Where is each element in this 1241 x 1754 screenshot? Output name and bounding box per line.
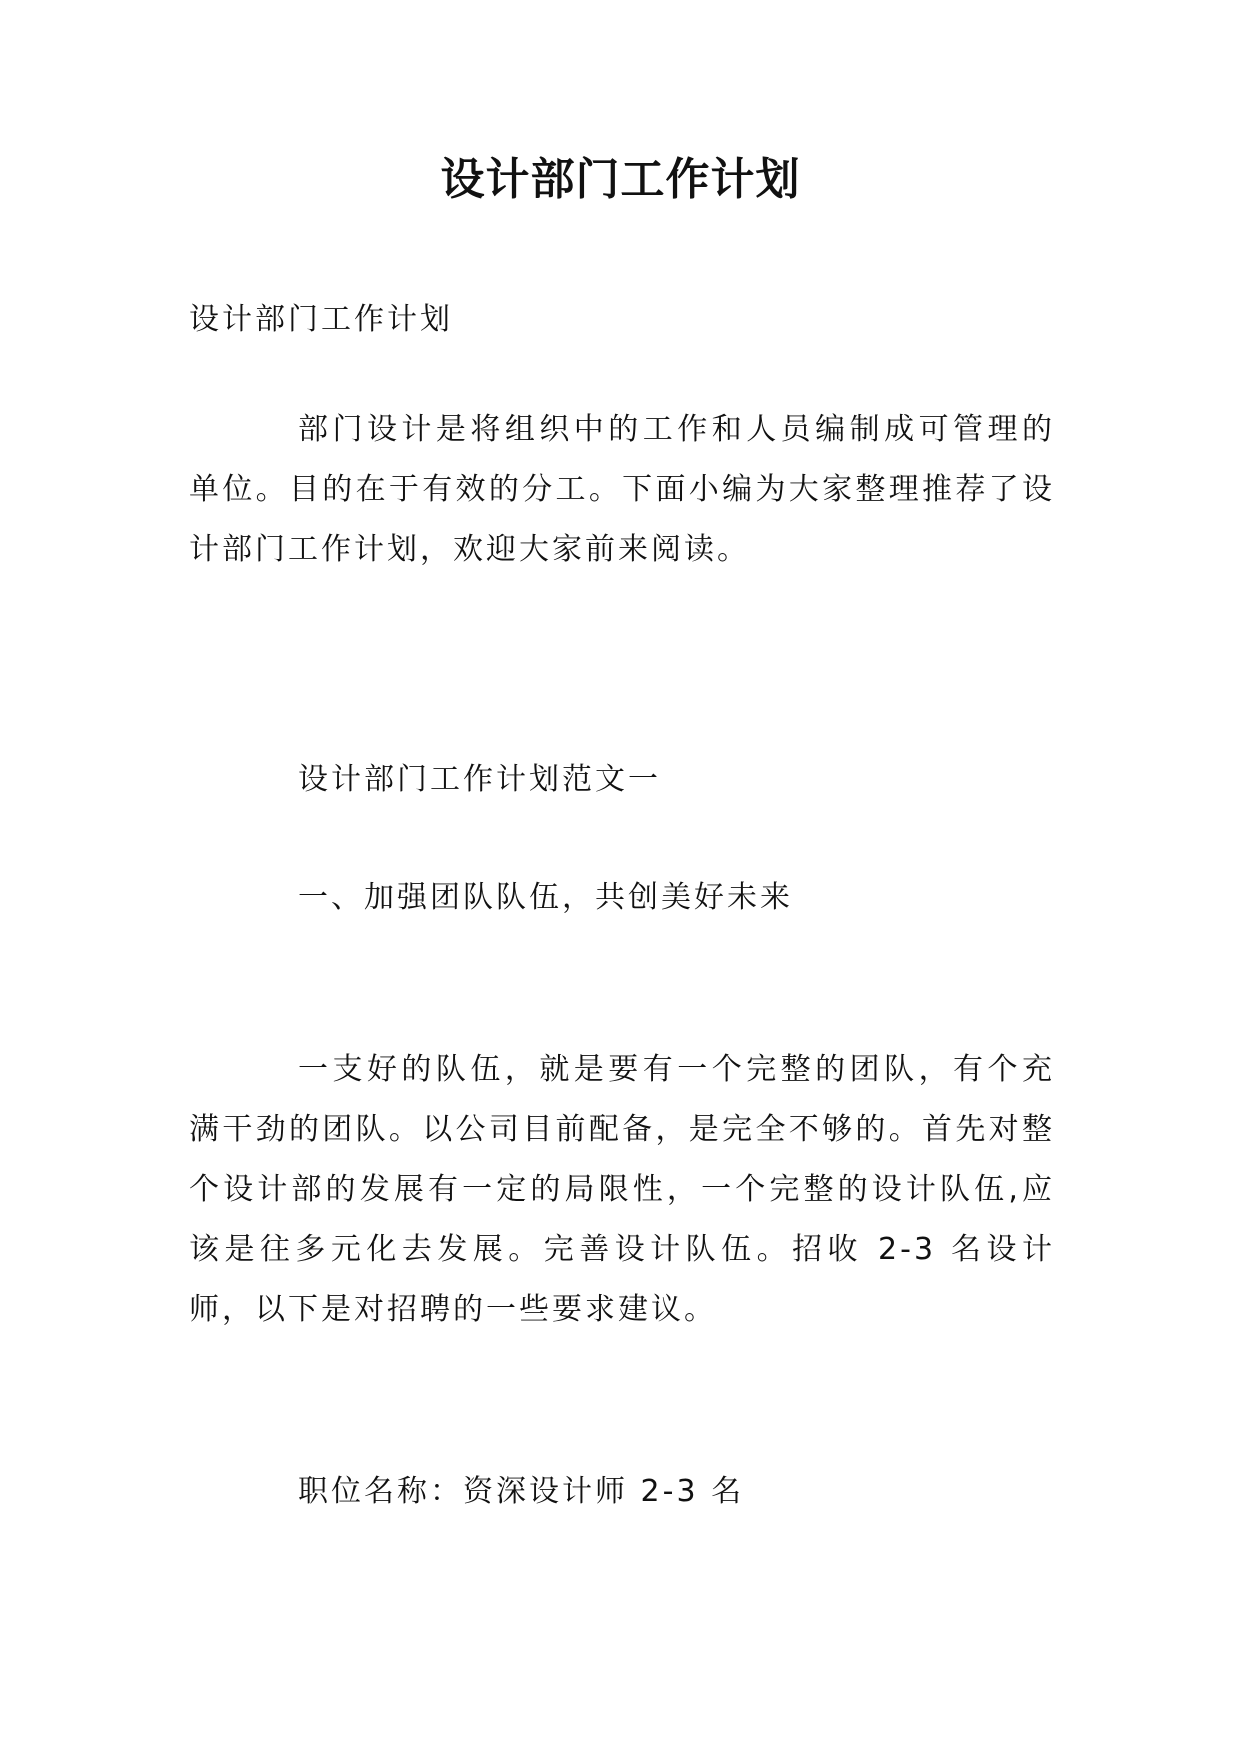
job-title-line: 职位名称：资深设计师 2-3 名 bbox=[298, 1474, 745, 1509]
document-subtitle: 设计部门工作计划 bbox=[189, 302, 453, 337]
intro-paragraph: 部门设计是将组织中的工作和人员编制成可管理的单位。目的在于有效的分工。下面小编为大家整理推荐了设计部门工作计划，欢迎大家前来阅读。 bbox=[189, 412, 1055, 567]
body-paragraph: 一支好的队伍，就是要有一个完整的团队，有个充满干劲的团队。以公司目前配备，是完全不够的。首先对整个设计部的发展有一定的局限性，一个完整的设计队伍,应该是往多元化去发展。完善设计队伍。招收 2-3 名设计师，以下是对招聘的一些要求建议。 bbox=[189, 1052, 1055, 1327]
document-title: 设计部门工作计划 bbox=[440, 154, 801, 205]
subsection-heading: 一、加强团队队伍，共创美好未来 bbox=[298, 880, 793, 915]
section-heading: 设计部门工作计划范文一 bbox=[298, 762, 661, 797]
